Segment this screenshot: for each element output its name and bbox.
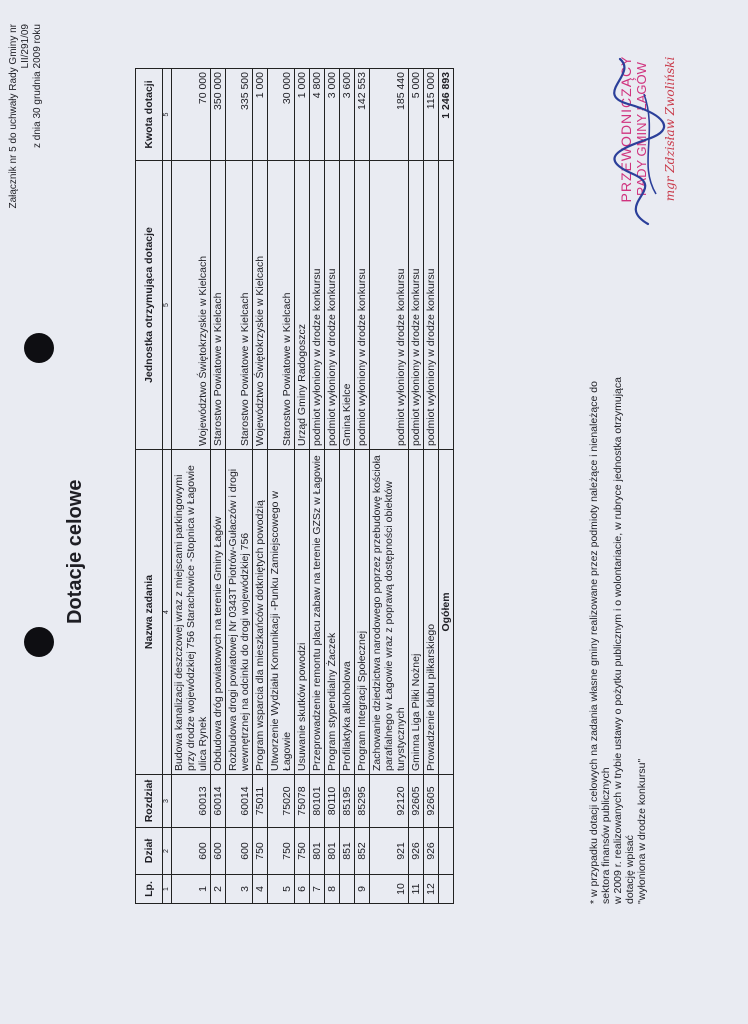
stamp-line2: RADY GMINY ŁAGÓW — [634, 62, 649, 196]
cell-dzial: 750 — [253, 828, 268, 875]
col-header-lp: Lp. — [136, 875, 163, 904]
table-row — [325, 69, 340, 904]
cell-lp: 12 — [424, 875, 439, 904]
cell-jednostka: Starostwo Powiatowe w Kielcach — [268, 161, 295, 450]
cell-lp: 5 — [268, 875, 295, 904]
column-number: 2 — [163, 828, 172, 875]
footnote-line2: w 2009 r. realizowanych w trybie ustawy o pożytku publicznym i o wolontariacie, w rubryce jednostka otrzymująca dotację wpisać — [612, 377, 636, 904]
cell-kwota: 142 553 — [355, 69, 370, 161]
cell-lp: 10 — [370, 875, 409, 904]
cell-nazwa: Program Integracji Społecznej — [355, 450, 370, 775]
table-row — [409, 69, 424, 904]
total-label: Ogółem — [439, 450, 454, 775]
cell-rozdzial: 85295 — [355, 775, 370, 828]
total-value: 1 246 893 — [439, 69, 454, 161]
table-header-row — [136, 69, 163, 904]
table-row — [340, 69, 355, 904]
cell-jednostka: podmiot wyłoniony w drodze konkursu — [325, 161, 340, 450]
column-number: 5 — [163, 161, 172, 450]
col-header-nazwa: Nazwa zadania — [136, 450, 163, 775]
column-number: 3 — [163, 775, 172, 828]
cell-nazwa: Program wsparcia dla mieszkańców dotkniętych powodzią — [253, 450, 268, 775]
cell-kwota: 4 800 — [310, 69, 325, 161]
cell-nazwa: Rozbudowa drogi powiatowej Nr 0343T Piotrów-Gułaczów i drogi wewnętrznej na odcinku do drogi wojewódzkiej 756 — [226, 450, 253, 775]
cell-nazwa: Program stypendialny Żaczek — [325, 450, 340, 775]
cell-kwota: 3 000 — [325, 69, 340, 161]
cell-lp: 9 — [355, 875, 370, 904]
cell-lp: 4 — [253, 875, 268, 904]
cell-dzial: 851 — [340, 828, 355, 875]
table-row — [295, 69, 310, 904]
cell-jednostka: Starostwo Powiatowe w Kielcach — [211, 161, 226, 450]
cell-kwota: 3 600 — [340, 69, 355, 161]
cell-lp: 1 — [172, 875, 211, 904]
cell-nazwa: Utworzenie Wydziału Komunikacji -Punku Zamiejscowego w Łagowie — [268, 450, 295, 775]
cell-dzial: 600 — [226, 828, 253, 875]
column-number: 1 — [163, 875, 172, 904]
table-body — [172, 69, 439, 904]
signatory-name: mgr Zdzisław Zwoliński — [663, 56, 677, 202]
cell-dzial: 801 — [310, 828, 325, 875]
cell-jednostka: Województwo Świętokrzyskie w Kielcach — [172, 161, 211, 450]
col-header-kwota: Kwota dotacji — [136, 69, 163, 161]
cell-dzial: 926 — [424, 828, 439, 875]
cell-kwota: 350 000 — [211, 69, 226, 161]
cell-nazwa: Przeprowadzenie remontu placu zabaw na terenie GZSz w Łagowie — [310, 450, 325, 775]
cell-nazwa: Prowadzenie klubu piłkarskiego — [424, 450, 439, 775]
table-row — [424, 69, 439, 904]
attachment-note-line2: z dnia 30 grudnia 2009 roku — [32, 24, 43, 148]
cell-jednostka: Województwo Świętokrzyskie w Kielcach — [253, 161, 268, 450]
cell-lp: 3 — [226, 875, 253, 904]
cell-dzial: 750 — [268, 828, 295, 875]
cell-nazwa: Zachowanie dziedzictwa narodowego poprzez przebudowę kościoła parafialnego w Łagowie wraz z poprawą dostępności obiektów turystycznych — [370, 450, 409, 775]
total-empty-cell — [439, 775, 454, 828]
col-header-rozdzial: Rozdział — [136, 775, 163, 828]
cell-kwota: 5 000 — [409, 69, 424, 161]
table-row — [268, 69, 295, 904]
cell-lp — [340, 875, 355, 904]
cell-rozdzial: 60014 — [211, 775, 226, 828]
cell-nazwa: Usuwanie skutków powodzi — [295, 450, 310, 775]
footnote-line3: "wyłoniona w drodze konkursu" — [636, 758, 648, 904]
cell-kwota: 30 000 — [268, 69, 295, 161]
cell-rozdzial: 60013 — [172, 775, 211, 828]
cell-kwota: 1 000 — [253, 69, 268, 161]
cell-rozdzial: 75020 — [268, 775, 295, 828]
footnote-line1: * w przypadku dotacji celowych na zadania własne gminy realizowane przez podmioty należące i nienależące do sektora finansów publicznych — [588, 381, 612, 904]
cell-rozdzial: 92605 — [409, 775, 424, 828]
cell-lp: 2 — [211, 875, 226, 904]
cell-dzial: 921 — [370, 828, 409, 875]
table-row — [370, 69, 409, 904]
total-empty-cell — [439, 161, 454, 450]
cell-dzial: 600 — [211, 828, 226, 875]
cell-lp: 8 — [325, 875, 340, 904]
cell-jednostka: Urząd Gminy Radogoszcz — [295, 161, 310, 450]
total-row — [439, 69, 454, 904]
total-empty-cell — [439, 875, 454, 904]
cell-kwota: 70 000 — [172, 69, 211, 161]
column-number: 5 — [163, 69, 172, 161]
cell-jednostka: podmiot wyłoniony w drodze konkursu — [310, 161, 325, 450]
grants-table — [135, 68, 454, 904]
table-row — [211, 69, 226, 904]
cell-nazwa: Profilaktyka alkoholowa — [340, 450, 355, 775]
cell-rozdzial: 75011 — [253, 775, 268, 828]
cell-jednostka: podmiot wyłoniony w drodze konkursu — [409, 161, 424, 450]
cell-rozdzial: 80110 — [325, 775, 340, 828]
cell-dzial: 926 — [409, 828, 424, 875]
cell-nazwa: Gminna Liga Piłki Nożnej — [409, 450, 424, 775]
cell-jednostka: podmiot wyłoniony w drodze konkursu — [370, 161, 409, 450]
page-title: Dotacje celowe — [64, 479, 86, 624]
table-row — [310, 69, 325, 904]
col-header-dzial: Dział — [136, 828, 163, 875]
cell-dzial: 600 — [172, 828, 211, 875]
table-row — [253, 69, 268, 904]
table-row — [355, 69, 370, 904]
cell-nazwa: Budowa kanalizacji deszczowej wraz z miejscami parkingowymi przy drodze wojewódzkiej 756 Starachowice -Stopnica w Łagowie ulica Rynek — [172, 450, 211, 775]
cell-lp: 7 — [310, 875, 325, 904]
stamp-line1: PRZEWODNICZĄCY — [618, 55, 634, 203]
cell-lp: 11 — [409, 875, 424, 904]
cell-jednostka: podmiot wyłoniony w drodze konkursu — [355, 161, 370, 450]
cell-dzial: 801 — [325, 828, 340, 875]
cell-kwota: 185 440 — [370, 69, 409, 161]
table-row — [172, 69, 211, 904]
column-number-row — [163, 69, 172, 904]
cell-nazwa: Obdudowa dróg powiatowych na terenie Gminy Łagów — [211, 450, 226, 775]
cell-dzial: 852 — [355, 828, 370, 875]
cell-rozdzial: 85195 — [340, 775, 355, 828]
cell-rozdzial: 60014 — [226, 775, 253, 828]
cell-kwota: 1 000 — [295, 69, 310, 161]
cell-jednostka: podmiot wyłoniony w drodze konkursu — [424, 161, 439, 450]
cell-jednostka: Gmina Kielce — [340, 161, 355, 450]
table-row — [226, 69, 253, 904]
col-header-jednostka: Jednostka otrzymująca dotacje — [136, 161, 163, 450]
cell-kwota: 335 500 — [226, 69, 253, 161]
cell-dzial: 750 — [295, 828, 310, 875]
total-empty-cell — [439, 828, 454, 875]
cell-rozdzial: 92605 — [424, 775, 439, 828]
cell-rozdzial: 80101 — [310, 775, 325, 828]
cell-rozdzial: 92120 — [370, 775, 409, 828]
cell-jednostka: Starostwo Powiatowe w Kielcach — [226, 161, 253, 450]
cell-rozdzial: 75078 — [295, 775, 310, 828]
cell-kwota: 115 000 — [424, 69, 439, 161]
cell-lp: 6 — [295, 875, 310, 904]
column-number: 4 — [163, 450, 172, 775]
attachment-note — [8, 24, 44, 254]
attachment-note-line1: Załącznik nr 5 do uchwały Rady Gminy nr LII/291/09 — [8, 24, 31, 209]
chairman-stamp — [618, 4, 677, 254]
signature-icon — [608, 54, 670, 234]
footnote — [588, 344, 648, 904]
